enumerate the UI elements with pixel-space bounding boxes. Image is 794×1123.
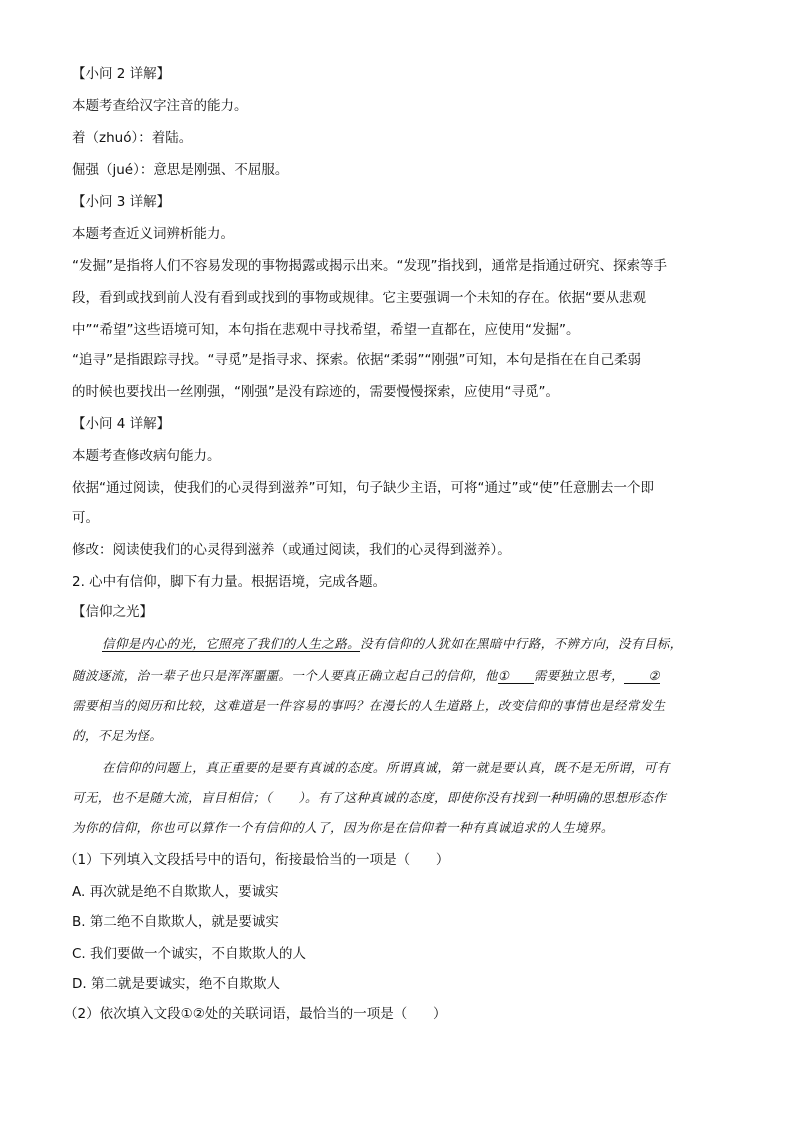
sub-question-2-stem: （2）依次填入文段①②处的关联词语，最恰当的一项是（ ）	[64, 1006, 447, 1022]
passage-p1-line-1	[102, 638, 683, 651]
passage-p1-line-2-a: 随波逐流，治一辈子也只是浑浑噩噩。一个人要真正确立起自己的信仰，他	[72, 668, 498, 683]
passage-underlined-sentence: 信仰是内心的光，它照亮了我们的人生之路。	[102, 636, 361, 651]
passage-p1-line-1-rest: 没有信仰的人犹如在黑暗中行路，不辨方向，没有目标，	[360, 636, 683, 651]
q2-item-1: 着（zhuó）：着陆。	[72, 130, 193, 146]
q3-line-5: 的时候也要找出一丝刚强，“刚强”是没有踪迹的，需要慢慢探索，应使用“寻觅”。	[72, 384, 559, 400]
q4-heading: 【小问 4 详解】	[72, 416, 171, 432]
q4-fix: 修改：阅读使我们的心灵得到滋养（或通过阅读，我们的心灵得到滋养）。	[72, 542, 511, 558]
section-2-title: 2. 心中有信仰，脚下有力量。根据语境，完成各题。	[72, 574, 387, 590]
q4-intro: 本题考查修改病句能力。	[72, 448, 221, 464]
passage-p2-line-2: 可无，也不是随大流，盲目相信；（ ）。有了这种真诚的态度，即使你没有找到一种明确的思想形态作	[72, 790, 667, 805]
q3-line-3: 中”“希望”这些语境可知，本句指在悲观中寻找希望，希望一直都在，应使用“发掘”。	[72, 322, 580, 338]
q2-item-2: 倔强（jué）：意思是刚强、不屈服。	[72, 162, 289, 178]
option-b[interactable]: B. 第二绝不自欺欺人，就是要诚实	[72, 914, 279, 930]
option-a[interactable]: A. 再次就是绝不自欺欺人，要诚实	[72, 884, 279, 900]
passage-p2-line-1: 在信仰的问题上，真正重要的是要有真诚的态度。所谓真诚，第一就是要认真，既不是无所谓，可有	[102, 760, 670, 775]
passage-title: 【信仰之光】	[72, 604, 153, 620]
q2-heading: 【小问 2 详解】	[72, 66, 171, 82]
q3-line-1: “发掘”是指将人们不容易发现的事物揭露或揭示出来。“发现”指找到，通常是指通过研究、探索等手	[72, 258, 667, 274]
passage-p1-line-2	[72, 670, 660, 684]
passage-p1-line-4: 的，不足为怪。	[72, 728, 163, 743]
option-d[interactable]: D. 第二就是要诚实，绝不自欺欺人	[72, 976, 280, 992]
blank-2: ②	[624, 670, 660, 684]
q3-line-4: “追寻”是指跟踪寻找。“寻觅”是指寻求、探索。依据“柔弱”“刚强”可知，本句是指在在自己柔弱	[72, 352, 641, 368]
q2-intro: 本题考查给汉字注音的能力。	[72, 98, 248, 114]
blank-1: ①	[498, 670, 534, 684]
passage-p1-line-3: 需要相当的阅历和比较，这难道是一件容易的事吗？在漫长的人生道路上，改变信仰的事情也是经常发生	[72, 698, 666, 713]
q4-line-1: 依据“通过阅读，使我们的心灵得到滋养”可知，句子缺少主语，可将“通过”或“使”任意删去一个即	[72, 480, 654, 496]
q3-line-2: 段，看到或找到前人没有看到或找到的事物或规律。它主要强调一个未知的存在。依据“要从悲观	[72, 290, 646, 306]
sub-question-1-stem: （1）下列填入文段括号中的语句，衔接最恰当的一项是（ ）	[64, 852, 450, 868]
q4-line-2: 可。	[72, 510, 99, 526]
q3-heading: 【小问 3 详解】	[72, 194, 171, 210]
option-c[interactable]: C. 我们要做一个诚实，不自欺欺人的人	[72, 946, 307, 962]
passage-p1-line-2-b: 需要独立思考，	[533, 668, 625, 683]
passage-p2-line-3: 为你的信仰，你也可以算作一个有信仰的人了，因为你是在信仰着一种有真诚追求的人生境界。	[72, 820, 614, 835]
q3-intro: 本题考查近义词辨析能力。	[72, 226, 234, 242]
